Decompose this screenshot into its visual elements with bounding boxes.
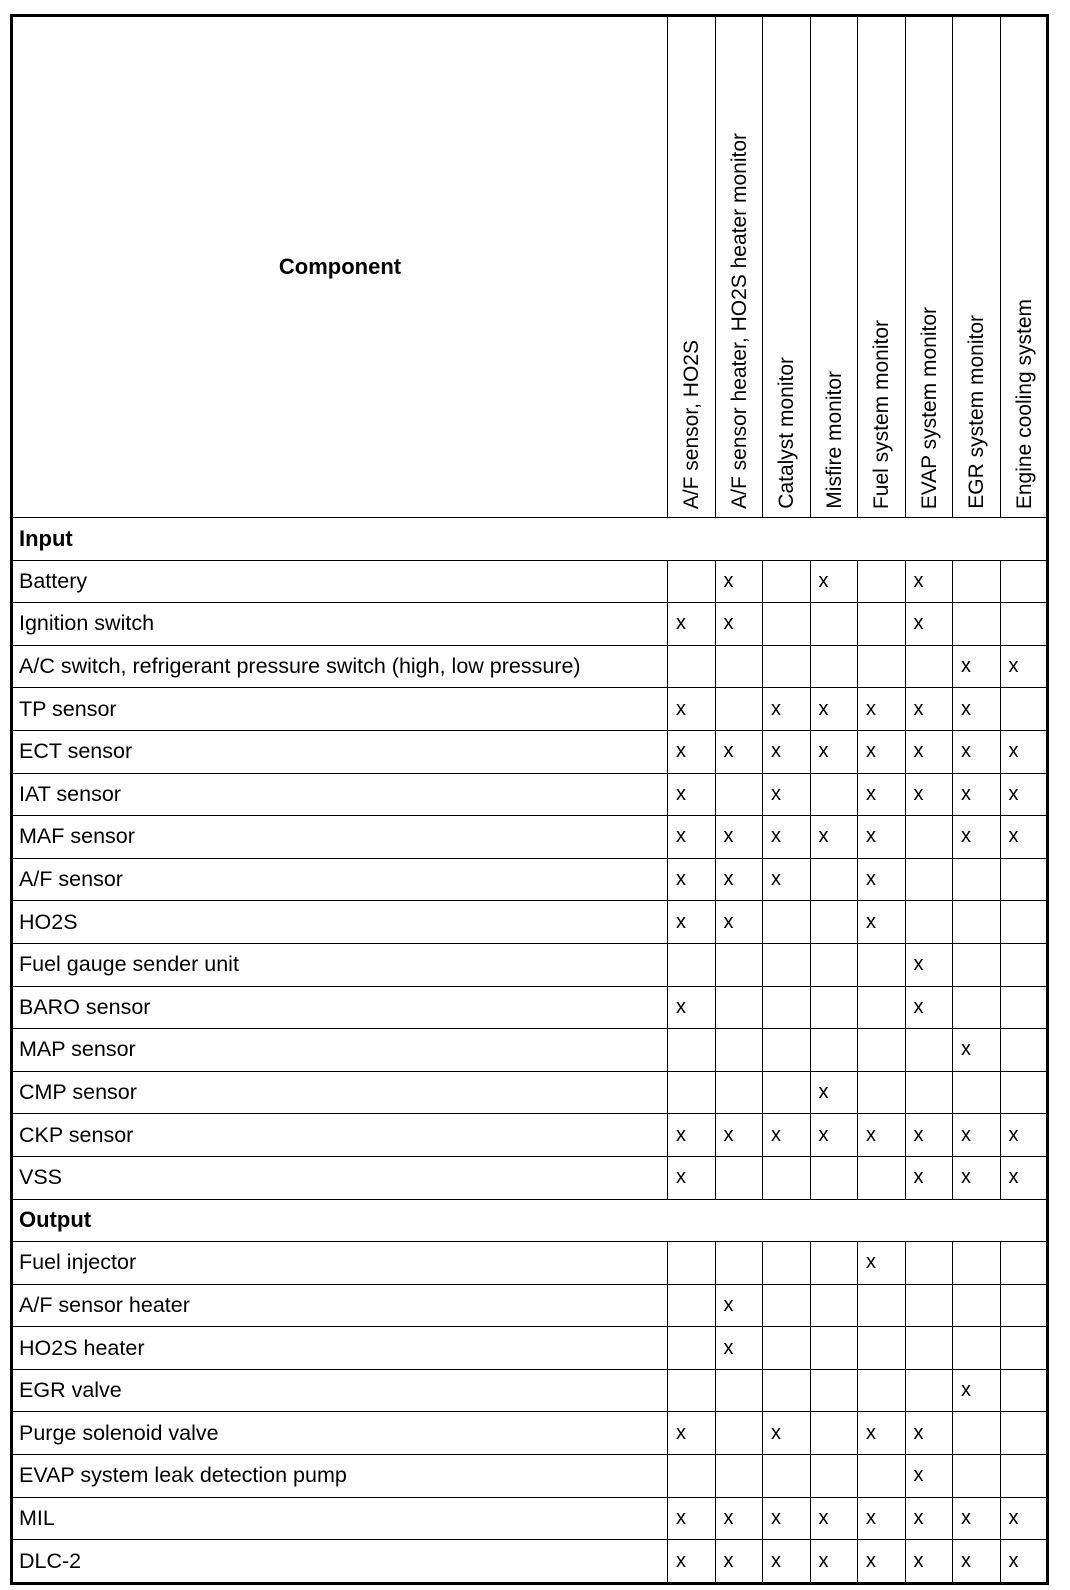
monitor-mark-cell: x <box>953 1497 1001 1540</box>
monitor-mark-cell <box>763 1071 811 1114</box>
monitor-mark-cell <box>763 1029 811 1072</box>
component-name: IAT sensor <box>12 773 668 816</box>
monitor-mark-cell: x <box>1000 816 1048 859</box>
monitor-mark-cell <box>810 1327 858 1370</box>
monitor-mark-cell: x <box>905 943 953 986</box>
monitor-mark-cell: x <box>953 688 1001 731</box>
monitor-mark-cell <box>1000 1242 1048 1285</box>
monitor-mark-cell: x <box>668 901 716 944</box>
component-name: MAF sensor <box>12 816 668 859</box>
component-name: A/C switch, refrigerant pressure switch (high, low pressure) <box>12 645 668 688</box>
table-row <box>12 1369 1048 1412</box>
monitor-mark-cell <box>668 1242 716 1285</box>
monitor-mark-cell <box>858 1369 906 1412</box>
monitor-mark-cell: x <box>858 1540 906 1584</box>
monitor-mark-cell: x <box>1000 1540 1048 1584</box>
table-row <box>12 901 1048 944</box>
monitor-mark-cell <box>763 1455 811 1498</box>
monitor-header-label: Catalyst monitor <box>775 357 798 509</box>
monitor-mark-cell: x <box>1000 1497 1048 1540</box>
monitor-mark-cell: x <box>810 1497 858 1540</box>
monitor-mark-cell: x <box>810 816 858 859</box>
monitor-mark-cell: x <box>668 816 716 859</box>
monitor-header-misfire <box>810 16 858 518</box>
component-name: TP sensor <box>12 688 668 731</box>
monitor-mark-cell <box>668 1455 716 1498</box>
monitor-mark-cell: x <box>953 773 1001 816</box>
monitor-mark-cell <box>1000 1412 1048 1455</box>
monitor-mark-cell <box>1000 603 1048 646</box>
table-row <box>12 645 1048 688</box>
monitor-mark-cell: x <box>905 560 953 603</box>
monitor-mark-cell <box>715 1156 763 1199</box>
monitor-mark-cell: x <box>715 1327 763 1370</box>
monitor-header-label: A/F sensor, HO2S <box>680 339 703 509</box>
component-name: CKP sensor <box>12 1114 668 1157</box>
monitor-mark-cell <box>810 1369 858 1412</box>
monitor-mark-cell <box>715 1029 763 1072</box>
monitor-mark-cell <box>715 645 763 688</box>
monitor-mark-cell: x <box>858 1412 906 1455</box>
monitor-mark-cell: x <box>953 1156 1001 1199</box>
monitor-mark-cell <box>858 1071 906 1114</box>
monitor-mark-cell <box>810 603 858 646</box>
monitor-mark-cell <box>905 1327 953 1370</box>
monitor-mark-cell: x <box>905 1412 953 1455</box>
monitor-mark-cell <box>668 1029 716 1072</box>
monitor-mark-cell <box>763 560 811 603</box>
monitor-mark-cell <box>668 943 716 986</box>
monitor-mark-cell: x <box>810 730 858 773</box>
table-row <box>12 1029 1048 1072</box>
monitor-mark-cell <box>668 560 716 603</box>
monitor-mark-cell: x <box>763 730 811 773</box>
component-column-header: Component <box>12 16 668 518</box>
monitor-mark-cell: x <box>715 1540 763 1584</box>
monitor-mark-cell <box>715 1412 763 1455</box>
monitor-mark-cell: x <box>905 1497 953 1540</box>
monitor-mark-cell: x <box>763 1114 811 1157</box>
table-row <box>12 560 1048 603</box>
monitor-mark-cell: x <box>905 1114 953 1157</box>
component-name: ECT sensor <box>12 730 668 773</box>
component-name: MIL <box>12 1497 668 1540</box>
monitor-mark-cell: x <box>858 1497 906 1540</box>
monitor-mark-cell: x <box>858 816 906 859</box>
table-row <box>12 1156 1048 1199</box>
component-name: DLC-2 <box>12 1540 668 1584</box>
monitor-header-heater-monitor <box>715 16 763 518</box>
monitor-mark-cell <box>1000 1284 1048 1327</box>
monitor-mark-cell <box>763 986 811 1029</box>
monitor-mark-cell <box>953 986 1001 1029</box>
monitor-mark-cell: x <box>953 1114 1001 1157</box>
monitor-mark-cell <box>668 1284 716 1327</box>
monitor-mark-cell: x <box>953 816 1001 859</box>
monitor-mark-cell: x <box>858 901 906 944</box>
monitor-mark-cell: x <box>763 773 811 816</box>
monitor-header-af-sensor-ho2s <box>668 16 716 518</box>
monitor-mark-cell <box>810 858 858 901</box>
monitor-mark-cell <box>1000 1029 1048 1072</box>
monitor-mark-cell: x <box>905 1540 953 1584</box>
monitor-mark-cell <box>763 1284 811 1327</box>
component-name: Purge solenoid valve <box>12 1412 668 1455</box>
monitor-mark-cell <box>953 1284 1001 1327</box>
monitor-mark-cell <box>715 986 763 1029</box>
monitor-mark-cell <box>953 1455 1001 1498</box>
monitor-mark-cell: x <box>668 603 716 646</box>
monitor-header-label: Misfire monitor <box>822 371 846 509</box>
monitor-mark-cell <box>858 1284 906 1327</box>
monitor-mark-cell <box>1000 560 1048 603</box>
monitor-mark-cell <box>715 688 763 731</box>
monitor-mark-cell <box>810 645 858 688</box>
monitor-mark-cell: x <box>1000 645 1048 688</box>
monitor-mark-cell: x <box>905 986 953 1029</box>
monitor-mark-cell: x <box>715 901 763 944</box>
monitor-mark-cell: x <box>668 730 716 773</box>
monitor-mark-cell <box>858 943 906 986</box>
monitor-mark-cell: x <box>715 1284 763 1327</box>
monitor-mark-cell: x <box>858 688 906 731</box>
monitor-mark-cell: x <box>715 560 763 603</box>
monitor-header-evap-system <box>905 16 953 518</box>
monitor-mark-cell <box>668 645 716 688</box>
monitor-mark-cell <box>905 858 953 901</box>
monitor-mark-cell: x <box>715 730 763 773</box>
monitor-mark-cell <box>953 943 1001 986</box>
monitor-mark-cell <box>858 1029 906 1072</box>
table-row <box>12 603 1048 646</box>
table-row <box>12 943 1048 986</box>
monitor-mark-cell <box>810 1455 858 1498</box>
monitor-mark-cell: x <box>953 1540 1001 1584</box>
monitor-mark-cell <box>905 1369 953 1412</box>
table-row <box>12 858 1048 901</box>
monitor-mark-cell: x <box>763 1497 811 1540</box>
monitor-mark-cell <box>953 901 1001 944</box>
monitor-mark-cell: x <box>810 1071 858 1114</box>
monitor-mark-cell <box>858 560 906 603</box>
header-row <box>12 16 1048 518</box>
monitor-mark-cell <box>715 1071 763 1114</box>
monitor-mark-cell: x <box>1000 1156 1048 1199</box>
monitor-mark-cell <box>763 1156 811 1199</box>
monitor-mark-cell <box>810 773 858 816</box>
monitor-mark-cell: x <box>668 1156 716 1199</box>
table-row <box>12 688 1048 731</box>
table-body <box>12 518 1048 1584</box>
monitor-mark-cell: x <box>905 773 953 816</box>
monitor-mark-cell <box>763 1369 811 1412</box>
monitor-mark-cell: x <box>715 858 763 901</box>
monitor-mark-cell: x <box>668 858 716 901</box>
monitor-mark-cell: x <box>715 1114 763 1157</box>
monitor-header-fuel-system <box>858 16 906 518</box>
monitor-mark-cell: x <box>763 688 811 731</box>
monitor-mark-cell: x <box>953 1369 1001 1412</box>
monitor-mark-cell <box>953 1242 1001 1285</box>
monitor-mark-cell <box>668 1327 716 1370</box>
monitor-mark-cell <box>810 901 858 944</box>
component-name: HO2S <box>12 901 668 944</box>
monitor-mark-cell <box>810 986 858 1029</box>
table-row <box>12 816 1048 859</box>
component-name: EGR valve <box>12 1369 668 1412</box>
monitor-mark-cell <box>1000 901 1048 944</box>
monitor-header-catalyst <box>763 16 811 518</box>
component-name: A/F sensor <box>12 858 668 901</box>
component-monitor-table <box>10 14 1049 1585</box>
monitor-mark-cell: x <box>858 773 906 816</box>
monitor-mark-cell: x <box>905 1156 953 1199</box>
monitor-mark-cell: x <box>715 603 763 646</box>
monitor-mark-cell: x <box>763 816 811 859</box>
table-row <box>12 1284 1048 1327</box>
monitor-header-label: Fuel system monitor <box>870 319 893 509</box>
monitor-mark-cell <box>858 1156 906 1199</box>
monitor-mark-cell <box>1000 1369 1048 1412</box>
table-row <box>12 986 1048 1029</box>
monitor-mark-cell <box>905 816 953 859</box>
monitor-mark-cell: x <box>715 1497 763 1540</box>
monitor-mark-cell <box>763 1242 811 1285</box>
monitor-mark-cell <box>1000 986 1048 1029</box>
monitor-mark-cell <box>953 858 1001 901</box>
component-name: Fuel injector <box>12 1242 668 1285</box>
table-row <box>12 1114 1048 1157</box>
component-name: EVAP system leak detection pump <box>12 1455 668 1498</box>
monitor-mark-cell <box>905 1029 953 1072</box>
monitor-mark-cell <box>1000 1455 1048 1498</box>
monitor-mark-cell <box>810 1242 858 1285</box>
section-heading: Output <box>12 1199 1048 1242</box>
monitor-mark-cell: x <box>668 1412 716 1455</box>
section-row <box>12 518 1048 561</box>
monitor-mark-cell <box>715 1242 763 1285</box>
monitor-mark-cell <box>858 645 906 688</box>
monitor-mark-cell: x <box>810 560 858 603</box>
monitor-mark-cell <box>763 645 811 688</box>
monitor-mark-cell <box>763 603 811 646</box>
monitor-mark-cell: x <box>668 1497 716 1540</box>
monitor-mark-cell <box>905 645 953 688</box>
monitor-mark-cell <box>1000 943 1048 986</box>
section-heading: Input <box>12 518 1048 561</box>
component-name: CMP sensor <box>12 1071 668 1114</box>
monitor-mark-cell: x <box>858 730 906 773</box>
monitor-mark-cell: x <box>1000 773 1048 816</box>
monitor-mark-cell <box>858 986 906 1029</box>
table-row <box>12 1540 1048 1584</box>
monitor-mark-cell <box>763 1327 811 1370</box>
monitor-mark-cell: x <box>668 986 716 1029</box>
monitor-mark-cell <box>810 1156 858 1199</box>
monitor-mark-cell: x <box>810 1114 858 1157</box>
monitor-mark-cell: x <box>905 688 953 731</box>
monitor-mark-cell: x <box>905 1455 953 1498</box>
component-name: Ignition switch <box>12 603 668 646</box>
monitor-mark-cell: x <box>810 688 858 731</box>
monitor-header-label: Engine cooling system <box>1012 298 1036 509</box>
section-row <box>12 1199 1048 1242</box>
monitor-mark-cell <box>715 943 763 986</box>
monitor-mark-cell: x <box>668 1114 716 1157</box>
monitor-header-label: EVAP system monitor <box>917 306 941 509</box>
monitor-mark-cell <box>763 901 811 944</box>
table-row <box>12 1071 1048 1114</box>
monitor-mark-cell <box>1000 858 1048 901</box>
monitor-mark-cell: x <box>668 1540 716 1584</box>
monitor-mark-cell <box>953 1412 1001 1455</box>
monitor-mark-cell: x <box>810 1540 858 1584</box>
monitor-mark-cell: x <box>858 1114 906 1157</box>
monitor-mark-cell: x <box>953 1029 1001 1072</box>
monitor-mark-cell <box>905 1242 953 1285</box>
table-row <box>12 1327 1048 1370</box>
monitor-mark-cell <box>810 1029 858 1072</box>
monitor-mark-cell: x <box>763 858 811 901</box>
monitor-header-label: EGR system monitor <box>965 315 988 509</box>
monitor-header-engine-cooling <box>1000 16 1048 518</box>
component-name: HO2S heater <box>12 1327 668 1370</box>
monitor-mark-cell <box>905 1071 953 1114</box>
monitor-mark-cell <box>858 1455 906 1498</box>
table-row <box>12 1242 1048 1285</box>
monitor-mark-cell <box>1000 1327 1048 1370</box>
monitor-mark-cell <box>953 1071 1001 1114</box>
monitor-header-label: A/F sensor heater, HO2S heater monitor <box>727 133 751 509</box>
monitor-mark-cell <box>810 943 858 986</box>
monitor-mark-cell: x <box>858 1242 906 1285</box>
monitor-mark-cell <box>715 773 763 816</box>
monitor-mark-cell <box>810 1284 858 1327</box>
table-row <box>12 1497 1048 1540</box>
monitor-mark-cell: x <box>1000 1114 1048 1157</box>
monitor-mark-cell: x <box>858 858 906 901</box>
monitor-mark-cell <box>953 560 1001 603</box>
monitor-mark-cell <box>763 943 811 986</box>
monitor-mark-cell: x <box>953 730 1001 773</box>
monitor-mark-cell <box>858 603 906 646</box>
monitor-mark-cell <box>1000 688 1048 731</box>
component-name: BARO sensor <box>12 986 668 1029</box>
monitor-mark-cell: x <box>668 773 716 816</box>
monitor-mark-cell: x <box>763 1412 811 1455</box>
component-name: A/F sensor heater <box>12 1284 668 1327</box>
monitor-mark-cell: x <box>715 816 763 859</box>
monitor-mark-cell <box>668 1369 716 1412</box>
component-name: Fuel gauge sender unit <box>12 943 668 986</box>
monitor-mark-cell <box>715 1369 763 1412</box>
table-row <box>12 730 1048 773</box>
table-row <box>12 773 1048 816</box>
monitor-mark-cell: x <box>668 688 716 731</box>
component-name: VSS <box>12 1156 668 1199</box>
monitor-mark-cell <box>953 1327 1001 1370</box>
table-row <box>12 1412 1048 1455</box>
component-monitor-table-frame <box>10 14 1060 1584</box>
monitor-mark-cell <box>858 1327 906 1370</box>
monitor-mark-cell <box>905 901 953 944</box>
monitor-mark-cell: x <box>953 645 1001 688</box>
monitor-mark-cell: x <box>905 730 953 773</box>
component-name: Battery <box>12 560 668 603</box>
monitor-mark-cell: x <box>1000 730 1048 773</box>
monitor-mark-cell <box>668 1071 716 1114</box>
component-name: MAP sensor <box>12 1029 668 1072</box>
monitor-mark-cell: x <box>905 603 953 646</box>
monitor-mark-cell <box>1000 1071 1048 1114</box>
monitor-mark-cell <box>905 1284 953 1327</box>
table-row <box>12 1455 1048 1498</box>
monitor-mark-cell <box>715 1455 763 1498</box>
monitor-mark-cell <box>810 1412 858 1455</box>
monitor-mark-cell <box>953 603 1001 646</box>
monitor-mark-cell: x <box>763 1540 811 1584</box>
monitor-header-egr-system <box>953 16 1001 518</box>
